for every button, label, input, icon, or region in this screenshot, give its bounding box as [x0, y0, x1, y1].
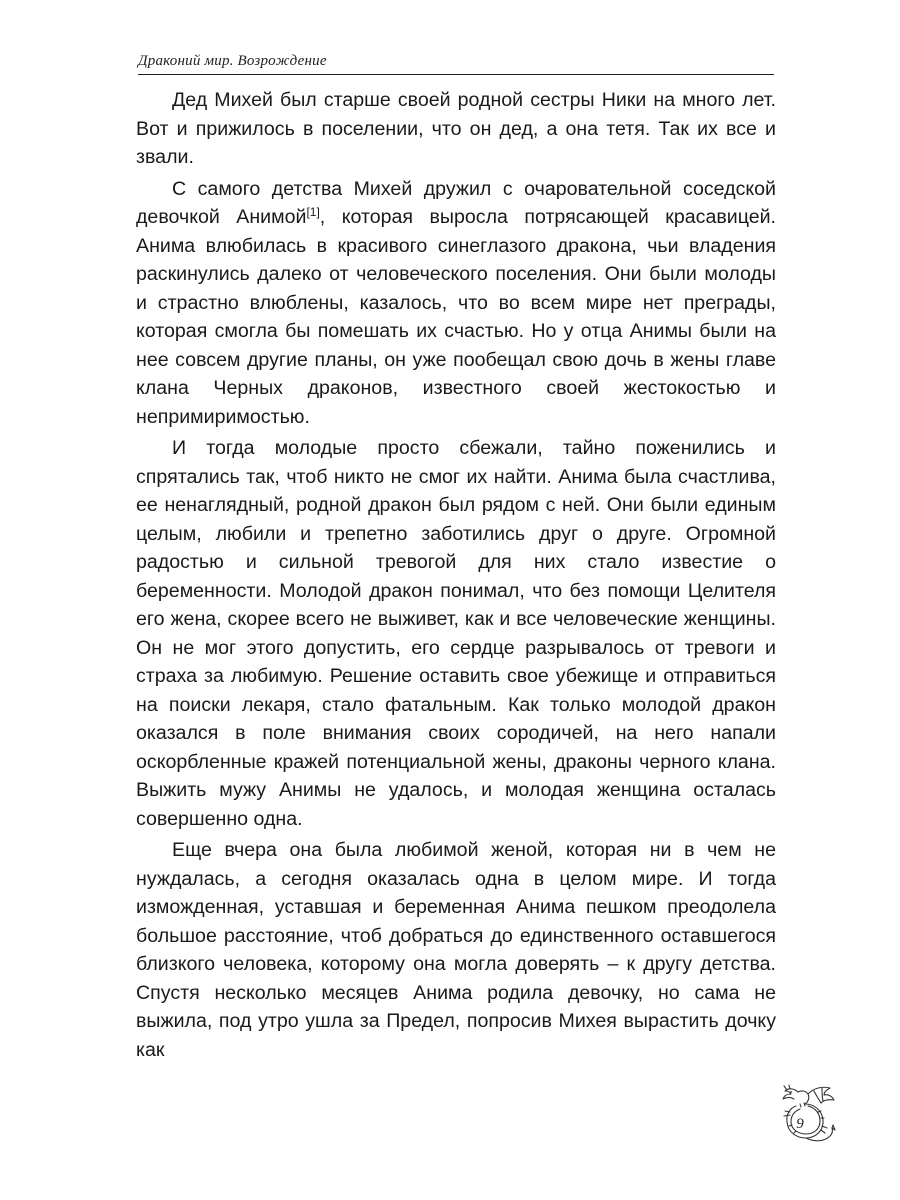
paragraph-1: Дед Михей был старше своей родной сестры Ники на много лет. Вот и прижилось в поселении, что он дед, а она тетя. Так их все и звали.: [136, 89, 776, 168]
paragraph-2-text-after: , которая выросла потрясающей красавицей. Анима влюбилась в красивого синеглазого дракона, чьи владения раскинулись далеко от человеческого поселения. Они были молоды и страстно влюблены, казалось, что во всем мире нет преграды, которая смогла бы помешать их счастью. Но у отца Анимы были на нее совсем другие планы, он уже пообещал свою дочь в жены главе клана Черных драконов, известного своей жестокостью и непримиримостью.: [136, 206, 777, 428]
running-header-title: Драконий мир. Возрождение: [138, 53, 327, 69]
page-number-ornament: [778, 1082, 838, 1146]
dragon-ornament-icon: [778, 1082, 838, 1146]
page-body: [136, 86, 776, 1064]
paragraph-2-text-before: С самого детства Михей дружил с очаровательной соседской девочкой Анимой: [136, 177, 776, 228]
page-number: 9: [796, 1116, 804, 1132]
paragraph-2: [136, 175, 776, 432]
paragraph-3: И тогда молодые просто сбежали, тайно поженились и спрятались так, чтоб никто не смог их найти. Анима была счастлива, ее ненаглядный, родной дракон был рядом с ней. Они были единым целым, любили и трепетно заботились друг о друге. Огромной радостью и сильной тревогой для них стало известие о беременности. Молодой дракон понимал, что без помощи Целителя его жена, скорее всего не выживет, как и все человеческие женщины. Он не мог этого допустить, его сердце разрывалось от тревоги и страха за любимую. Решение оставить свое убежище и отправиться на поиски лекаря, стало фатальным. Как только молодой дракон оказался в поле внимания своих сородичей, на него напали оскорбленные кражей потенциальной жены, драконы черного клана. Выжить мужу Анимы не удалось, и молодая женщина осталась совершенно одна.: [136, 437, 776, 830]
footnote-reference[interactable]: [1]: [306, 205, 320, 219]
running-header: [138, 52, 774, 75]
paragraph-4: Еще вчера она была любимой женой, которая ни в чем не нуждалась, а сегодня оказалась одна в целом мире. И тогда изможденная, уставшая и беременная Анима пешком преодолела большое расстояние, чтоб добраться до единственного оставшегося близкого человека, которому она могла доверять – к другу детства. Спустя несколько месяцев Анима родила девочку, но сама не выжила, под утро ушла за Предел, попросив Михея вырастить дочку как: [136, 839, 776, 1061]
